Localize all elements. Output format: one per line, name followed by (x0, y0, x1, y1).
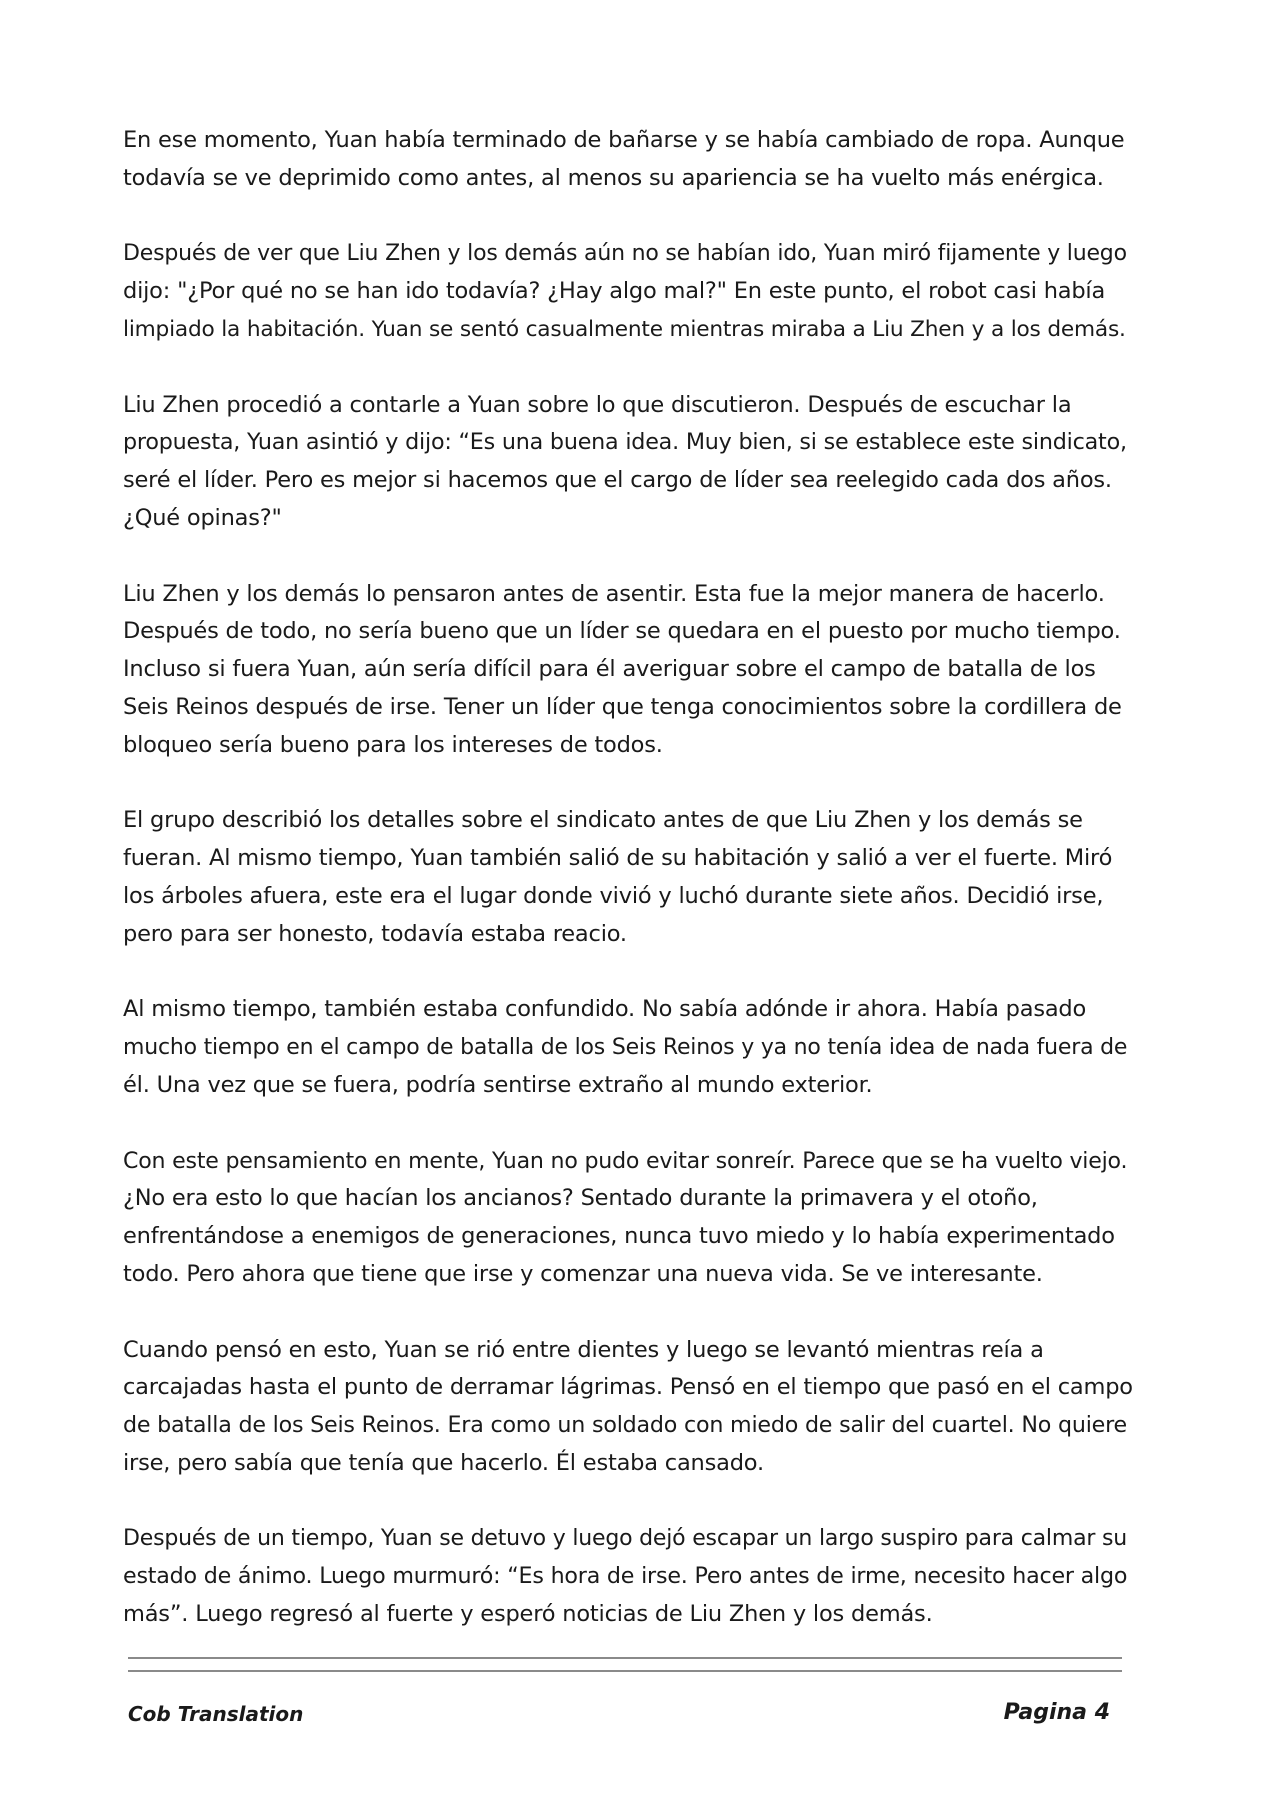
text-line: Después de todo, no sería bueno que un líder se quedara en el puesto por mucho tiempo. (123, 618, 1121, 645)
paragraph (123, 576, 1133, 765)
text-line: todo. Pero ahora que tiene que irse y comenzar una nueva vida. Se ve interesante. (123, 1260, 1043, 1287)
document-body (123, 122, 1133, 1672)
text-line: Después de ver que Liu Zhen y los demás aún no se habían ido, Yuan miró fijamente y luego (123, 241, 1127, 267)
text-line: estado de ánimo. Luego murmuró: “Es hora de irse. Pero antes de irme, necesito hacer algo (123, 1563, 1128, 1590)
text-line: enfrentándose a enemigos de generaciones, nunca tuvo miedo y lo había experimentado (123, 1223, 1115, 1250)
paragraph (123, 122, 1133, 198)
text-line: todavía se ve deprimido como antes, al menos su apariencia se ha vuelto más enérgica. (123, 164, 1104, 191)
footer-page-number: Pagina 4 (1003, 1700, 1110, 1725)
text-line: dijo: "¿Por qué no se han ido todavía? ¿Hay algo mal?" En este punto, el robot casi había (123, 278, 1106, 305)
text-line: pero para ser honesto, todavía estaba reacio. (123, 920, 627, 947)
text-line: ¿No era esto lo que hacían los ancianos? Sentado durante la primavera y el otoño, (123, 1185, 1038, 1212)
footer-publisher: Cob Translation (128, 1702, 304, 1726)
text-line: En ese momento, Yuan había terminado de bañarse y se había cambiado de ropa. Aunque (123, 127, 1125, 153)
footer-divider-top (128, 1657, 1122, 1659)
paragraph (123, 1143, 1133, 1294)
text-line: Después de un tiempo, Yuan se detuvo y luego dejó escapar un largo suspiro para calmar su (123, 1526, 1127, 1552)
paragraph (123, 991, 1133, 1104)
footer-divider-bottom (128, 1670, 1122, 1672)
paragraph (123, 802, 1133, 953)
text-line: carcajadas hasta el punto de derramar lágrimas. Pensó en el tiempo que pasó en el campo (123, 1374, 1133, 1401)
text-line: bloqueo sería bueno para los intereses de todos. (123, 731, 663, 758)
text-line: Con este pensamiento en mente, Yuan no pudo evitar sonreír. Parece que se ha vuelto viejo. (123, 1148, 1128, 1174)
text-line: propuesta, Yuan asintió y dijo: “Es una buena idea. Muy bien, si se establece este sindicato, (123, 429, 1127, 456)
text-line: seré el líder. Pero es mejor si hacemos que el cargo de líder sea reelegido cada dos años. (123, 467, 1112, 494)
text-line: mucho tiempo en el campo de batalla de los Seis Reinos y ya no tenía idea de nada fuera de (123, 1035, 1128, 1061)
text-line: fueran. Al mismo tiempo, Yuan también salió de su habitación y salió a ver el fuerte. Miró (123, 845, 1113, 872)
text-line: los árboles afuera, este era el lugar donde vivió y luchó durante siete años. Decidió irse, (123, 882, 1104, 909)
text-line: de batalla de los Seis Reinos. Era como un soldado con miedo de salir del cuartel. No quiere (123, 1412, 1127, 1439)
text-line: Liu Zhen y los demás lo pensaron antes de asentir. Esta fue la mejor manera de hacerlo. (123, 580, 1105, 607)
text-line: limpiado la habitación. Yuan se sentó casualmente mientras miraba a Liu Zhen y a los demás. (123, 316, 1126, 342)
text-line: Cuando pensó en esto, Yuan se rió entre dientes y luego se levantó mientras reía a (123, 1336, 1044, 1363)
text-line: Liu Zhen procedió a contarle a Yuan sobre lo que discutieron. Después de escuchar la (123, 391, 1072, 418)
text-line: ¿Qué opinas?" (123, 504, 282, 531)
text-line: Incluso si fuera Yuan, aún sería difícil para él averiguar sobre el campo de batalla de los (123, 656, 1096, 683)
paragraph (123, 1332, 1133, 1483)
text-line: El grupo describió los detalles sobre el sindicato antes de que Liu Zhen y los demás se (123, 807, 1083, 834)
paragraph (123, 235, 1133, 348)
text-line: él. Una vez que se fuera, podría sentirse extraño al mundo exterior. (123, 1071, 873, 1098)
text-line: Al mismo tiempo, también estaba confundido. No sabía adónde ir ahora. Había pasado (123, 996, 1087, 1023)
paragraph (123, 387, 1133, 538)
text-line: irse, pero sabía que tenía que hacerlo. Él estaba cansado. (123, 1449, 764, 1476)
paragraph (123, 1520, 1133, 1633)
text-line: Seis Reinos después de irse. Tener un líder que tenga conocimientos sobre la cordillera de (123, 693, 1122, 720)
text-line: más”. Luego regresó al fuerte y esperó noticias de Liu Zhen y los demás. (123, 1601, 933, 1628)
